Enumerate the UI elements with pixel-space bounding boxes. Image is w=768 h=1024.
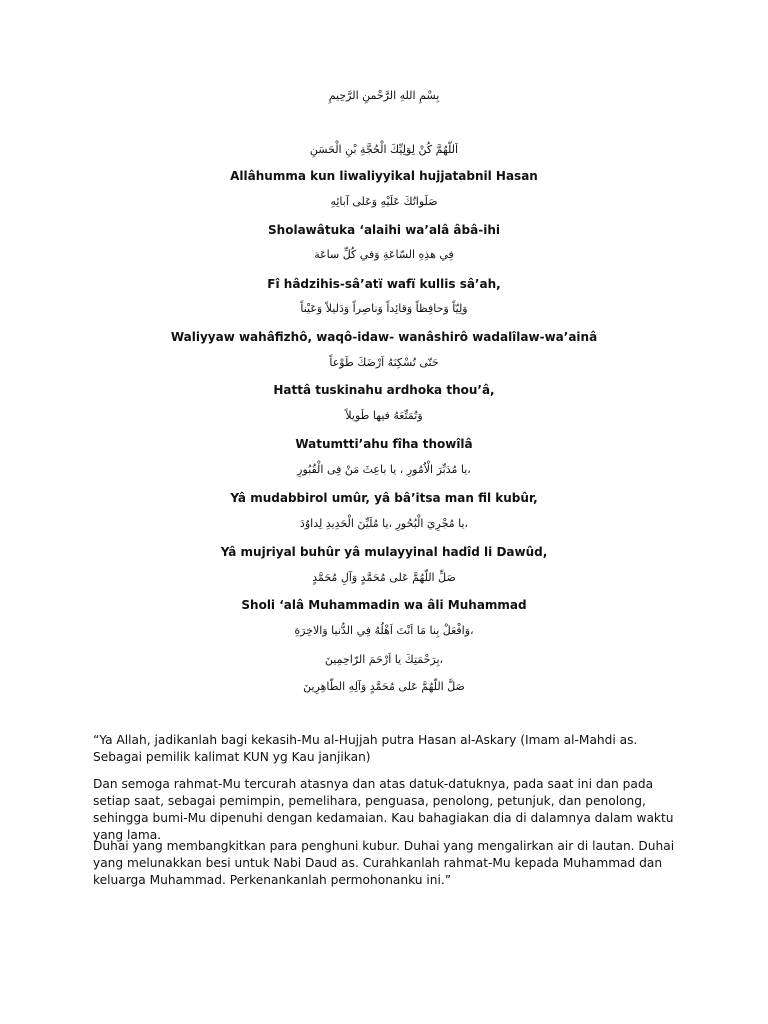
transliteration-line-9: Sholi ‘alâ Muhammadin wa âli Muhammad <box>241 598 527 612</box>
transliteration-line-7: Yâ mudabbirol umûr, yâ bâ’itsa man fil kubûr, <box>230 491 538 505</box>
transliteration-line-1: Allâhumma kun liwaliyyikal hujjatabnil Hasan <box>230 169 538 183</box>
translation-paragraph-1: “Ya Allah, jadikanlah bagi kekasih-Mu al-Hujjah putra Hasan al-Askary (Imam al-Mahdi as. Sebagai pemilik kalimat KUN yg Kau janjikan) <box>93 733 638 764</box>
arabic-line-4: وَلِيّاً وَحافِظاً وَقائِداً وَناصِراً وَدَليلاً وَعَيْناً <box>300 302 468 315</box>
transliteration-line-6: Watumtti’ahu fîha thowîlâ <box>295 437 473 451</box>
transliteration-line-5: Hattâ tuskinahu ardhoka thou’â, <box>273 383 495 397</box>
arabic-line-6: وَتُمَتِّعَهُ فيها طَويلاً <box>345 409 423 422</box>
translation-paragraph-3: Duhai yang membangkitkan para penghuni kubur. Duhai yang mengalirkan air di lautan. Duhai yang melunakkan besi untuk Nabi Daud as. Curahkanlah rahmat-Mu kepada Muhammad dan keluarga Muhammad. Perkenankanlah permohonanku ini.” <box>93 839 675 887</box>
translation-paragraph-2: Dan semoga rahmat-Mu tercurah atasnya dan atas datuk-datuknya, pada saat ini dan pada setiap saat, sebagai pemimpin, pemelihara, penguasa, penolong, petunjuk, dan penolong, sehingga bumi-Mu dipenuhi dengan kedamaian. Kau bahagiakan dia di dalamnya dalam waktu yang lama. <box>93 777 674 842</box>
arabic-line-10: ،وَافْعَلْ بِنا مَا اَنْتَ اَهْلُهُ فِي الدُّنيا وَالاخِرَةِ <box>294 624 474 637</box>
transliteration-line-4: Waliyyaw wahâfizhô, waqô-idaw- wanâshirô wadalîlaw-wa’ainâ <box>170 330 598 344</box>
arabic-line-5: حَتّى تُسْكِنَهُ اَرْضَكَ طَوْعاً <box>329 356 439 369</box>
arabic-line-3: فِي هذِهِ السّاعَةِ وَفي كُلِّ ساعَة <box>314 248 454 261</box>
arabic-line-11: ،بِرَحْمَتِكَ يا اَرْحَمَ الرّاحِمِينَ <box>324 653 444 666</box>
transliteration-line-2: Sholawâtuka ‘alaihi wa’alâ âbâ-ihi <box>268 223 500 237</box>
arabic-line-8: ،يا مُجْرِيَ الْبُحُورِ ،يا مُلَيِّنَ الْحَدِيدِ لِداوُدَ <box>299 517 469 530</box>
arabic-line-9: صَلِّ اللّهُمَّ عَلى مُحَمَّدٍ وَآلِ مُحَمَّدٍ <box>312 571 456 584</box>
basmalah-arabic: بِسْمِ اللهِ الرَّحْمنِ الرَّحِيمِ <box>328 89 440 102</box>
transliteration-line-3: Fî hâdzihis-sâ’atï wafï kullis sâ’ah, <box>267 277 501 291</box>
arabic-line-1: اَللّهُمَّ كُنْ لِوَلِيِّكَ الْحُجَّةِ بْنِ الْحَسَنِ <box>309 143 459 156</box>
transliteration-line-8: Yâ mujriyal buhûr yâ mulayyinal hadîd li Dawûd, <box>220 545 548 559</box>
arabic-line-12: صَلَّ اللّهُمَّ عَلى مُحَمَّدٍ وَآلِهِ الطّاهِرِينَ <box>303 680 465 693</box>
arabic-line-2: صَلَواتُكَ عَلَيْهِ وَعَلى آبائِهِ <box>330 195 438 208</box>
arabic-line-7: ،يا مُدَبِّرَ الْاُمُورِ ، يا باعِثَ مَنْ فِى الْقُبُورِ <box>297 463 471 476</box>
